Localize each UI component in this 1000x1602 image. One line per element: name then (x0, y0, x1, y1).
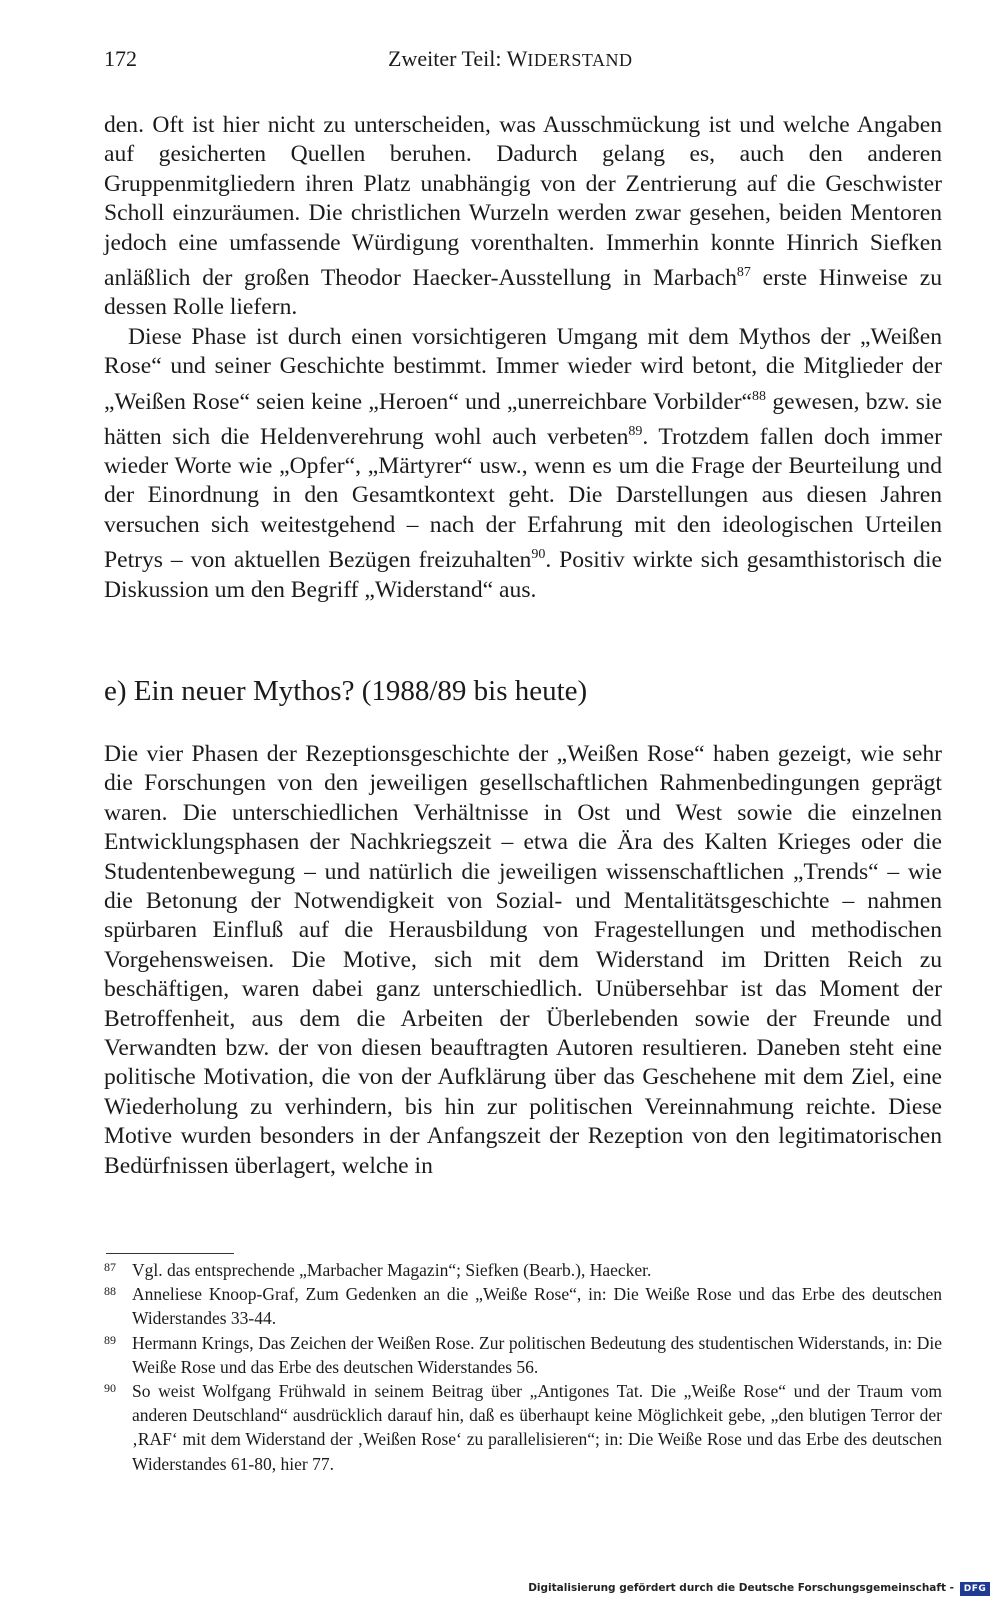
footnote-ref-90: 90 (531, 547, 546, 563)
footnote-text: Vgl. das entsprechende „Marbacher Magazin“; Siefken (Bearb.), Haecker. (132, 1260, 652, 1280)
dfg-logo-icon: DFG (960, 1582, 990, 1596)
footnote-ref-88: 88 (752, 388, 767, 404)
footnotes (104, 1258, 942, 1476)
paragraph-text: . Positiv wirkte sich gesamthistorisch die Diskussion um den Begriff „Widerstand“ aus. (104, 547, 943, 603)
footnote-number: 90 (104, 1381, 116, 1396)
digitization-credit: Digitalisierung gefördert durch die Deutsche Forschungsgemeinschaft - (528, 1582, 954, 1594)
footnote-ref-89: 89 (628, 423, 643, 439)
page-number: 172 (104, 46, 137, 71)
footnote-ref-87: 87 (736, 265, 751, 281)
body-text-upper (104, 111, 942, 605)
footnote-text: Hermann Krings, Das Zeichen der Weißen Rose. Zur politischen Bedeutung des studentischen Widerstands, in: Die Weiße Rose und das Erbe des deutschen Widerstandes 56. (132, 1332, 942, 1377)
footnote-number: 88 (104, 1284, 116, 1299)
running-head (104, 46, 942, 76)
paragraph-text: . Trotzdem fallen doch immer wieder Worte wie „Opfer“, „Märtyrer“ usw., wenn es um die Frage der Beurteilung und der Einordnung in den Gesamtkontext geht. Die Darstellungen aus diesen Jahren versuchen sich weitestgehend – nach der Erfahrung mit den ideologischen Urteilen Petrys – von aktuellen Bezügen freizuhalten (104, 423, 943, 574)
running-title-smallcaps: IDERSTAND (527, 50, 633, 70)
running-title (388, 46, 632, 72)
section-heading: e) Ein neuer Mythos? (1988/89 bis heute) (104, 675, 588, 707)
paragraph-text: erste Hinweise zu dessen Rolle liefern. (104, 264, 942, 321)
paragraph-text: Diese Phase ist durch einen vorsichtigeren Umgang mit dem Mythos der „Weißen Rose“ und seiner Geschichte bestimmt. Immer wieder wird betont, die Mitglieder der „Weißen Rose“ seien keine „Heroen“ und „unerreichbare Vorbilder“ (104, 323, 942, 415)
paragraph-phase (104, 323, 942, 605)
footnote-87 (104, 1258, 942, 1282)
footnote-number: 89 (104, 1332, 116, 1347)
footnote-90 (104, 1379, 942, 1476)
footnote-number: 87 (104, 1260, 116, 1274)
paragraph-rezeption: Die vier Phasen der Rezeptionsgeschichte der „Weißen Rose“ haben gezeigt, wie sehr die Forschungen von den jeweiligen gesellschaftlichen Rahmenbedingungen geprägt waren. Die unterschiedlichen Verhältnisse in Ost und West sowie die einzelnen Entwicklungsphasen der Nachkriegszeit – etwa die Ära des Kalten Krieges oder die Studentenbewegung – und natürlich die jeweiligen wissenschaftlichen „Trends“ – wie die Betonung der Notwendigkeit von Sozial- und Mentalitätsgeschichte – nahmen spürbaren Einfluß auf die Herausbildung von Fragestellungen und methodischen Vorgehensweisen. Die Motive, sich mit dem Widerstand im Dritten Reich zu beschäftigen, waren dabei ganz unterschiedlich. Unübersehbar ist das Moment der Betroffenheit, aus dem die Arbeiten der Überlebenden sowie der Freunde und Verwandten bzw. der von diesen beauftragten Autoren resultieren. Daneben steht eine politische Motivation, die von der Aufklärung über das Geschehene mit dem Ziel, eine Wiederholung zu verhindern, bis hin zur politischen Vereinnahmung reichte. Diese Motive wurden besonders in der Anfangszeit der Rezeption von den legitimatorischen Bedürfnissen überlagert, welche in (104, 741, 942, 1179)
running-title-prefix: Zweiter Teil: W (388, 46, 528, 71)
paragraph-continued (104, 111, 942, 323)
footnote-89 (104, 1331, 942, 1379)
paragraph-text: gewesen, bzw. sie hätten sich die Heldenverehrung wohl auch verbeten (104, 388, 942, 450)
footnote-88 (104, 1282, 942, 1330)
body-text-lower (104, 740, 942, 1181)
footnote-text: Anneliese Knoop-Graf, Zum Gedenken an die „Weiße Rose“, in: Die Weiße Rose und das Erbe des deutschen Widerstandes 33-44. (132, 1284, 942, 1329)
footnote-divider (106, 1253, 234, 1254)
footnote-text: So weist Wolfgang Frühwald in seinem Beitrag über „Antigones Tat. Die „Weiße Rose“ und der Traum vom anderen Deutschland“ ausdrücklich darauf hin, daß es überhaupt keine Möglichkeit gebe, „den blutigen Terror der ‚RAF‘ mit dem Widerstand der ‚Weißen Rose‘ zu parallelisieren“; in: Die Weiße Rose und das Erbe des deutschen Widerstandes 61-80, hier 77. (132, 1381, 942, 1474)
paragraph-text: den. Oft ist hier nicht zu unterscheiden, was Ausschmückung ist und welche Angaben auf gesicherten Quellen beruhen. Dadurch gelang es, auch den anderen Gruppenmitgliedern ihren Platz unabhängig von der Zentrierung auf die Geschwister Scholl einzuräumen. Die christlichen Wurzeln werden zwar gesehen, beiden Mentoren jedoch eine umfassende Würdigung vorenthalten. Immerhin konnte Hinrich Siefken anläßlich der großen Theodor Haecker-Ausstellung in Marbach (104, 112, 942, 291)
